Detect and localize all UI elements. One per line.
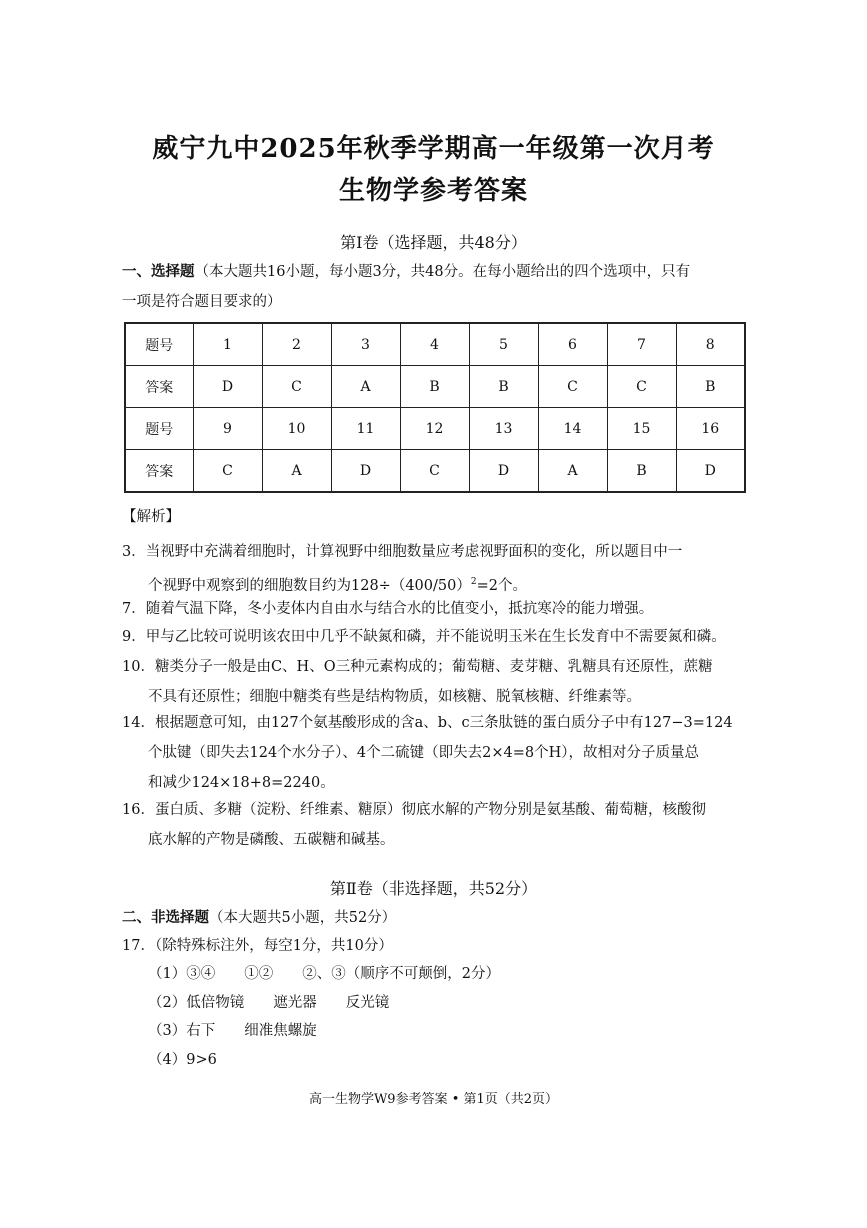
table-cell: 14	[538, 408, 607, 450]
table-cell: A	[538, 450, 607, 493]
part2-heading: 第Ⅱ卷（非选择题，共52分）	[329, 879, 538, 898]
table-cell: B	[400, 366, 469, 408]
table-cell: C	[262, 366, 331, 408]
table-cell: 9	[193, 408, 262, 450]
table-cell: 5	[469, 323, 538, 366]
answer-table	[124, 322, 746, 493]
table-cell: B	[469, 366, 538, 408]
q17-item-2: （2）低倍物镜 遮光器 反光镜	[148, 995, 390, 1011]
analysis-item-3	[122, 537, 762, 601]
analysis-text: 根据题意可知，由127个氨基酸形成的含a、b、c三条肽链的蛋白质分子中有127−3=124	[154, 715, 733, 731]
analysis-text: 糖类分子一般是由C、H、O三种元素构成的；葡萄糖、麦芽糖、乳糖具有还原性，蔗糖	[154, 659, 713, 675]
analysis-num: 10．	[122, 659, 155, 675]
analysis-text: 个肽键（即失去124个水分子）、4个二硫键（即失去2×4=8个H），故相对分子质量总	[148, 745, 700, 761]
analysis-item-10	[122, 652, 762, 712]
table-cell: 15	[607, 408, 676, 450]
table-cell: 11	[331, 408, 400, 450]
table-row-header: 题号	[125, 323, 193, 366]
analysis-num: 7．	[122, 601, 146, 617]
table-cell: D	[193, 366, 262, 408]
analysis-item-7	[122, 594, 762, 624]
table-cell: D	[676, 450, 745, 493]
table-cell: A	[331, 366, 400, 408]
analysis-num: 16．	[122, 802, 155, 818]
analysis-text: 随着气温下降，冬小麦体内自由水与结合水的比值变小，抵抗寒冷的能力增强。	[145, 601, 654, 617]
analysis-text: =2个。	[476, 577, 527, 594]
analysis-num: 14．	[122, 715, 155, 731]
q17-header: 17．（除特殊标注外，每空1分，共10分）	[122, 938, 393, 954]
table-cell: 8	[676, 323, 745, 366]
section1-desc-line2: 一项是符合题目要求的）	[122, 294, 282, 310]
table-cell: 2	[262, 323, 331, 366]
section1-intro	[122, 262, 759, 282]
superscript: 2	[470, 577, 477, 587]
table-cell: C	[538, 366, 607, 408]
table-cell: 12	[400, 408, 469, 450]
table-cell: D	[469, 450, 538, 493]
section2-intro	[122, 908, 759, 928]
table-cell: 4	[400, 323, 469, 366]
q17-item-4: （4）9>6	[148, 1052, 217, 1068]
page-footer: 高一生物学W9参考答案 • 第1页（共2页）	[308, 1092, 559, 1107]
analysis-text: 当视野中充满着细胞时，计算视野中细胞数量应考虑视野面积的变化，所以题目中一	[145, 544, 683, 560]
analysis-label: 【解析】	[122, 509, 180, 525]
section2-desc: （本大题共5小题，共52分）	[209, 910, 397, 926]
analysis-text: 甲与乙比较可说明该农田中几乎不缺氮和磷，并不能说明玉米在生长发育中不需要氮和磷。	[145, 629, 726, 645]
table-cell: 13	[469, 408, 538, 450]
table-cell: 1	[193, 323, 262, 366]
analysis-item-16	[122, 795, 762, 855]
analysis-text: 和减少124×18+8=2240。	[148, 775, 335, 791]
analysis-text: 蛋白质、多糖（淀粉、纤维素、糖原）彻底水解的产物分别是氨基酸、葡萄糖，核酸彻	[154, 802, 706, 818]
analysis-text: 不具有还原性；细胞中糖类有些是结构物质，如核糖、脱氧核糖、纤维素等。	[148, 689, 641, 705]
table-row	[125, 450, 745, 493]
q17-item-3: （3）右下 细准焦螺旋	[148, 1023, 317, 1039]
q17-item-1: （1）③④ ①② ②、③（顺序不可颠倒，2分）	[148, 966, 500, 982]
table-cell: 6	[538, 323, 607, 366]
table-row-header: 答案	[125, 366, 193, 408]
analysis-text: 个视野中观察到的细胞数目约为128÷（400/50）	[148, 577, 471, 594]
exam-title: 威宁九中2025年秋季学期高一年级第一次月考	[152, 134, 715, 164]
table-cell: B	[676, 366, 745, 408]
table-cell: C	[607, 366, 676, 408]
section1-desc-line1: （本大题共16小题，每小题3分，共48分。在每小题给出的四个选项中，只有	[194, 264, 691, 280]
table-cell: 10	[262, 408, 331, 450]
table-cell: A	[262, 450, 331, 493]
analysis-num: 9．	[122, 629, 146, 645]
analysis-item-14	[122, 708, 762, 798]
table-cell: C	[400, 450, 469, 493]
table-row-header: 题号	[125, 408, 193, 450]
table-cell: 7	[607, 323, 676, 366]
table-row-header: 答案	[125, 450, 193, 493]
analysis-item-9	[122, 622, 772, 652]
exam-subtitle: 生物学参考答案	[338, 176, 528, 206]
table-cell: 3	[331, 323, 400, 366]
section2-label: 二、非选择题	[122, 909, 209, 926]
analysis-num: 3．	[122, 544, 146, 560]
section1-label: 一、选择题	[122, 263, 195, 280]
table-cell: D	[331, 450, 400, 493]
table-cell: B	[607, 450, 676, 493]
table-cell: C	[193, 450, 262, 493]
table-row	[125, 323, 745, 366]
table-row	[125, 366, 745, 408]
table-row	[125, 408, 745, 450]
part1-heading: 第Ⅰ卷（选择题，共48分）	[340, 233, 527, 252]
analysis-text: 底水解的产物是磷酸、五碳糖和碱基。	[148, 832, 395, 848]
table-cell: 16	[676, 408, 745, 450]
